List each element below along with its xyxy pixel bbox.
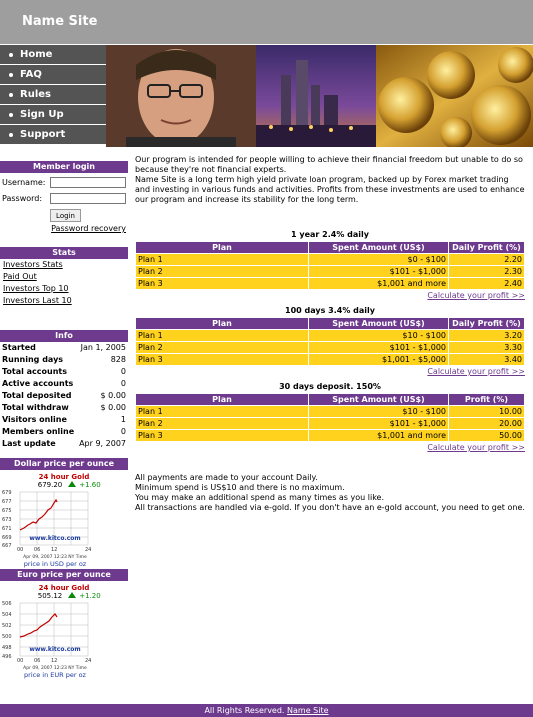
table-row xyxy=(136,278,525,290)
plan-amount: $1,001 and more xyxy=(309,430,449,442)
plan-block xyxy=(135,305,525,378)
info-key: Visitors online xyxy=(2,415,67,424)
plan-amount: $101 - $1,000 xyxy=(309,266,449,278)
y-tick: 496 xyxy=(2,654,12,660)
table-row xyxy=(136,342,525,354)
x-tick: 06 xyxy=(34,658,41,664)
x-tick: 06 xyxy=(34,547,41,553)
nav-label: Support xyxy=(20,129,66,140)
plan-amount: $1,001 - $5,000 xyxy=(309,354,449,366)
main-nav xyxy=(0,45,106,145)
header xyxy=(0,0,533,44)
plan-table xyxy=(135,393,525,442)
chart-date: Apr 09, 2007 12:23 NY Time xyxy=(23,555,87,560)
info-key: Active accounts xyxy=(2,379,74,388)
bullet-icon xyxy=(9,93,13,97)
info-key: Started xyxy=(2,343,36,352)
plan-title: 1 year 2.4% daily xyxy=(291,230,369,239)
chart-price: 679.20 xyxy=(37,481,63,489)
password-label: Password: xyxy=(2,193,43,203)
dollar-gold-chart xyxy=(0,470,128,570)
nav-label: FAQ xyxy=(20,69,42,80)
plan-name: Plan 3 xyxy=(136,430,309,442)
nav-label: Sign Up xyxy=(20,109,64,120)
info-key: Members online xyxy=(2,427,75,436)
info-value: $ 0.00 xyxy=(100,403,126,412)
y-tick: 673 xyxy=(2,517,12,523)
stats-link[interactable]: Paid Out xyxy=(3,272,37,281)
info-value: $ 0.00 xyxy=(100,391,126,400)
note-line: You may make an additional spend as many times as you like. xyxy=(135,493,385,502)
x-tick: 00 xyxy=(17,547,24,553)
footer-text: All Rights Reserved. xyxy=(204,706,285,715)
y-tick: 502 xyxy=(2,623,12,629)
plan-profit: 50.00 xyxy=(449,430,525,442)
chart-caption: price in USD per oz xyxy=(23,560,87,568)
plan-block xyxy=(135,229,525,302)
nav-home[interactable] xyxy=(0,45,106,65)
info-row xyxy=(0,438,128,450)
footer xyxy=(0,704,533,717)
plan-amount: $10 - $100 xyxy=(309,406,449,418)
x-tick: 24 xyxy=(85,547,92,553)
y-tick: 667 xyxy=(2,543,12,549)
chart-price: 505.12 xyxy=(37,592,63,600)
info-value: 0 xyxy=(120,367,126,376)
username-input[interactable] xyxy=(50,177,126,188)
intro-text: Our program is intended for people willing to achieve their financial freedom but unable to do so because they're not financial experts. Name Site is a long term high yield private loan program, backed up by Forex market trading and investing in various funds and activities. Profits from these investments are used to enhance our program and increase its stability for the long term. xyxy=(135,155,525,204)
info-row xyxy=(0,354,128,366)
nav-faq[interactable] xyxy=(0,65,106,85)
login-button[interactable]: Login xyxy=(50,209,81,222)
plan-name: Plan 1 xyxy=(136,330,309,342)
chart-caption: price in EUR per oz xyxy=(24,671,86,679)
info-row xyxy=(0,390,128,402)
chart-site: www.kitco.com xyxy=(29,535,81,542)
info-row xyxy=(0,378,128,390)
x-tick: 24 xyxy=(85,658,92,664)
plan-amount: $1,001 and more xyxy=(309,278,449,290)
info-title: Info xyxy=(0,330,128,342)
info-row xyxy=(0,366,128,378)
x-tick: 00 xyxy=(17,658,24,664)
y-tick: 671 xyxy=(2,526,12,532)
site-name: Name Site xyxy=(22,14,98,29)
note-line: All payments are made to your account Daily. xyxy=(135,473,318,482)
calculate-profit-link[interactable]: Calculate your profit >> xyxy=(427,367,525,376)
info-key: Total deposited xyxy=(2,391,72,400)
plan-amount: $101 - $1,000 xyxy=(309,342,449,354)
bullet-icon xyxy=(9,73,13,77)
table-row xyxy=(136,330,525,342)
dollar-price-title: Dollar price per ounce xyxy=(0,458,128,470)
plan-profit: 2.40 xyxy=(449,278,525,290)
plan-name: Plan 1 xyxy=(136,406,309,418)
plan-profit: 3.40 xyxy=(449,354,525,366)
info-value: 1 xyxy=(120,415,126,424)
info-value: Apr 9, 2007 xyxy=(79,439,126,448)
y-tick: 669 xyxy=(2,535,12,541)
y-tick: 679 xyxy=(2,490,12,496)
y-tick: 677 xyxy=(2,499,12,505)
plan-name: Plan 3 xyxy=(136,354,309,366)
stats-link[interactable]: Investors Stats xyxy=(3,260,63,269)
col-header: Plan xyxy=(136,318,309,330)
y-tick: 500 xyxy=(2,634,12,640)
plan-profit: 3.30 xyxy=(449,342,525,354)
col-header: Spent Amount (US$) xyxy=(309,394,449,406)
nav-support[interactable] xyxy=(0,125,106,145)
info-value: Jan 1, 2005 xyxy=(80,343,126,352)
nav-label: Rules xyxy=(20,89,51,100)
note-line: All transactions are handled via e-gold. If you don't have an e-gold account, you need to get one. xyxy=(135,503,525,512)
col-header: Plan xyxy=(136,242,309,254)
bullet-icon xyxy=(9,133,13,137)
member-login-box xyxy=(0,161,128,233)
up-arrow-icon xyxy=(68,481,76,487)
col-header: Profit (%) xyxy=(449,394,525,406)
stats-link[interactable]: Investors Last 10 xyxy=(3,296,72,305)
chart-title: 24 hour Gold xyxy=(38,473,90,481)
price-line xyxy=(20,500,57,530)
info-key: Total withdraw xyxy=(2,403,69,412)
plan-profit: 2.30 xyxy=(449,266,525,278)
col-header: Plan xyxy=(136,394,309,406)
info-row xyxy=(0,414,128,426)
plan-title: 100 days 3.4% daily xyxy=(285,306,375,315)
username-label: Username: xyxy=(2,177,46,187)
table-row xyxy=(136,266,525,278)
x-tick: 12 xyxy=(51,547,58,553)
nav-signup[interactable] xyxy=(0,105,106,125)
password-recovery-link[interactable]: Password recovery xyxy=(51,224,126,233)
plan-name: Plan 2 xyxy=(136,342,309,354)
nav-rules[interactable] xyxy=(0,85,106,105)
member-login-title: Member login xyxy=(0,161,128,173)
nav-label: Home xyxy=(20,49,53,60)
password-row xyxy=(0,191,128,205)
plan-name: Plan 2 xyxy=(136,418,309,430)
note-line: Minimum spend is US$10 and there is no maximum. xyxy=(135,483,345,492)
plan-table xyxy=(135,317,525,366)
y-tick: 675 xyxy=(2,508,12,514)
y-tick: 504 xyxy=(2,612,12,618)
info-key: Running days xyxy=(2,355,64,364)
calculate-profit-link[interactable]: Calculate your profit >> xyxy=(427,291,525,300)
chart-title: 24 hour Gold xyxy=(38,584,90,592)
table-row xyxy=(136,430,525,442)
banner-image xyxy=(106,45,533,147)
info-row xyxy=(0,426,128,438)
table-row xyxy=(136,354,525,366)
plan-amount: $101 - $1,000 xyxy=(309,418,449,430)
plan-table xyxy=(135,241,525,290)
plan-profit: 20.00 xyxy=(449,418,525,430)
info-row xyxy=(0,402,128,414)
chart-site: www.kitco.com xyxy=(29,646,81,653)
y-tick: 506 xyxy=(2,601,12,607)
plan-name: Plan 2 xyxy=(136,266,309,278)
info-value: 828 xyxy=(110,355,126,364)
info-key: Total accounts xyxy=(2,367,67,376)
plan-amount: $10 - $100 xyxy=(309,330,449,342)
stats-box xyxy=(0,247,128,307)
username-row xyxy=(0,175,128,189)
col-header: Spent Amount (US$) xyxy=(309,242,449,254)
col-header: Daily Profit (%) xyxy=(449,318,525,330)
banner-illustration xyxy=(106,45,533,147)
dollar-price-box xyxy=(0,458,128,572)
chart-change: +1.20 xyxy=(79,592,101,600)
x-tick: 12 xyxy=(51,658,58,664)
col-header: Spent Amount (US$) xyxy=(309,318,449,330)
footer-site-link[interactable]: Name Site xyxy=(287,706,329,715)
table-row xyxy=(136,254,525,266)
info-value: 0 xyxy=(120,427,126,436)
chart-change: +1.60 xyxy=(79,481,101,489)
password-input[interactable] xyxy=(50,193,126,204)
table-row xyxy=(136,418,525,430)
euro-price-box xyxy=(0,569,128,683)
info-value: 0 xyxy=(120,379,126,388)
plan-profit: 10.00 xyxy=(449,406,525,418)
euro-price-title: Euro price per ounce xyxy=(0,569,128,581)
bullet-icon xyxy=(9,113,13,117)
chart-date: Apr 09, 2007 12:23 NY Time xyxy=(23,666,87,671)
bullet-icon xyxy=(9,53,13,57)
plan-block xyxy=(135,381,525,454)
plan-amount: $0 - $100 xyxy=(309,254,449,266)
info-row xyxy=(0,342,128,354)
plan-name: Plan 1 xyxy=(136,254,309,266)
stats-link[interactable]: Investors Top 10 xyxy=(3,284,69,293)
info-key: Last update xyxy=(2,439,56,448)
plan-profit: 3.20 xyxy=(449,330,525,342)
col-header: Daily Profit (%) xyxy=(449,242,525,254)
stats-title: Stats xyxy=(0,247,128,259)
euro-gold-chart xyxy=(0,581,128,681)
payment-notes xyxy=(135,473,525,513)
plan-title: 30 days deposit. 150% xyxy=(279,382,381,391)
info-box xyxy=(0,330,128,450)
plan-name: Plan 3 xyxy=(136,278,309,290)
calculate-profit-link[interactable]: Calculate your profit >> xyxy=(427,443,525,452)
y-tick: 498 xyxy=(2,645,12,651)
table-row xyxy=(136,406,525,418)
plan-profit: 2.20 xyxy=(449,254,525,266)
up-arrow-icon xyxy=(68,592,76,598)
price-line xyxy=(20,614,57,637)
